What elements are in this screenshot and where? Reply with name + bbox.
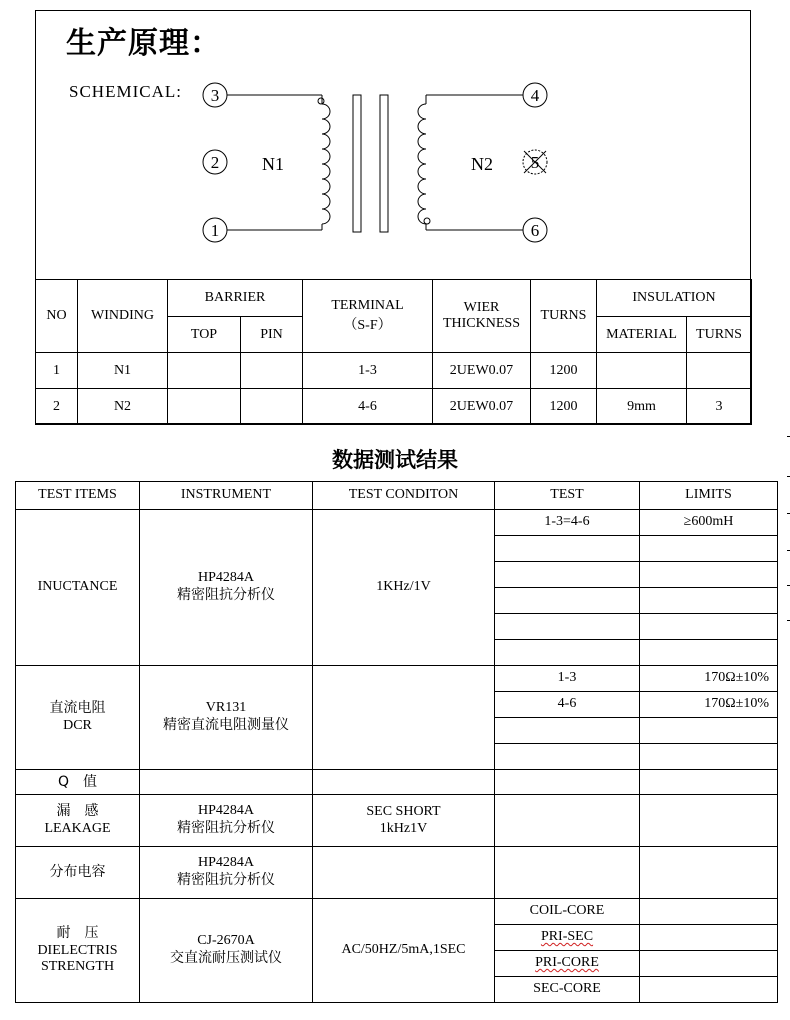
empty-cell — [640, 614, 778, 640]
empty-cell — [313, 847, 495, 899]
empty-cell — [495, 562, 640, 588]
condition-dcr — [313, 666, 495, 770]
cell-ins-turns — [687, 353, 752, 389]
table-row — [16, 795, 778, 847]
empty-cell — [640, 536, 778, 562]
empty-cell — [495, 847, 640, 899]
empty-cell — [640, 718, 778, 744]
empty-cell — [640, 925, 778, 951]
secondary-coil — [418, 104, 426, 224]
empty-cell — [640, 951, 778, 977]
header-top: TOP — [168, 317, 241, 353]
pin-label-6: 6 — [530, 221, 540, 240]
cell-top — [168, 389, 241, 425]
test-pri-sec — [495, 925, 640, 951]
empty-cell — [140, 770, 313, 795]
header-insulation: INSULATION — [597, 280, 752, 317]
empty-cell — [640, 847, 778, 899]
table-row — [16, 847, 778, 899]
empty-cell — [640, 562, 778, 588]
instrument-dielectric — [140, 899, 313, 1003]
test-pri-core-label: PRI-CORE — [535, 955, 599, 971]
empty-cell — [495, 536, 640, 562]
cell-winding: N2 — [78, 389, 168, 425]
header-terminal-label: TERMINAL — [331, 298, 404, 313]
page-title: 生产原理： — [66, 26, 221, 61]
item-dielectric — [16, 899, 140, 1003]
cell-turns: 1200 — [531, 353, 597, 389]
item-leakage-en: LEAKAGE — [44, 821, 111, 836]
test-pri-core — [495, 951, 640, 977]
empty-cell — [495, 588, 640, 614]
header-wire — [433, 280, 531, 353]
cell-ins-turns: 3 — [687, 389, 752, 425]
test-dcr-2: 4-6 — [495, 692, 640, 718]
item-dielectric-en-2: STRENGTH — [40, 959, 115, 975]
condition-leakage-1: SEC SHORT — [366, 803, 441, 819]
primary-winding-label: N1 — [262, 154, 284, 174]
pin-label-3: 3 — [210, 86, 220, 105]
instrument-name: 精密阻抗分析仪 — [177, 872, 275, 888]
condition-dielectric: AC/50HZ/5mA,1SEC — [313, 899, 495, 1003]
header-test-condition: TEST CONDITON — [313, 482, 495, 510]
instrument-model: HP4284A — [197, 803, 254, 819]
empty-cell — [640, 744, 778, 770]
winding-table — [35, 279, 752, 425]
header-barrier: BARRIER — [168, 280, 303, 317]
header-wire-label: WIER — [463, 300, 500, 315]
instrument-model: HP4284A — [197, 855, 254, 871]
instrument-dcr — [140, 666, 313, 770]
empty-cell — [640, 640, 778, 666]
instrument-name: 精密阻抗分析仪 — [177, 820, 275, 836]
secondary-dot — [424, 218, 430, 224]
condition-leakage-2: 1kHz1V — [379, 820, 428, 836]
empty-cell — [640, 770, 778, 795]
instrument-name: 交直流耐压测试仪 — [170, 950, 282, 966]
empty-cell — [313, 770, 495, 795]
cell-no: 2 — [36, 389, 78, 425]
item-dcr-cn: 直流电阻 — [49, 700, 106, 717]
empty-cell — [640, 795, 778, 847]
core-right-bar — [380, 95, 388, 232]
core-left-bar — [353, 95, 361, 232]
instrument-name: 精密直流电阻测量仪 — [163, 717, 289, 733]
table-row — [16, 666, 778, 692]
item-leakage — [16, 795, 140, 847]
pin-label-1: 1 — [210, 221, 220, 240]
header-wire-sub: THICKNESS — [442, 316, 520, 331]
transformer-schematic — [0, 0, 790, 280]
cell-wire: 2UEW0.07 — [433, 389, 531, 425]
test-results-table — [15, 481, 778, 1003]
header-test: TEST — [495, 482, 640, 510]
cell-turns: 1200 — [531, 389, 597, 425]
cell-terminal: 1-3 — [303, 353, 433, 389]
table-row — [36, 389, 752, 425]
cell-pin — [241, 353, 303, 389]
schematic-label: SCHEMICAL: — [69, 82, 182, 101]
instrument-model: VR131 — [205, 700, 247, 716]
cell-no: 1 — [36, 353, 78, 389]
header-test-items: TEST ITEMS — [16, 482, 140, 510]
limit-dcr-1: 170Ω±10% — [640, 666, 778, 692]
pin-label-5: 5 — [530, 153, 540, 172]
test-inductance: 1-3=4-6 — [495, 510, 640, 536]
empty-cell — [495, 770, 640, 795]
test-sec-core: SEC-CORE — [495, 977, 640, 1003]
header-terminal — [303, 280, 433, 353]
item-capacitance: 分布电容 — [16, 847, 140, 899]
item-dcr-en: DCR — [63, 718, 92, 733]
table-row — [16, 899, 778, 925]
condition-inductance: 1KHz/1V — [313, 510, 495, 666]
header-material: MATERIAL — [597, 317, 687, 353]
item-dielectric-en-1: DIELECTRIS — [37, 942, 118, 958]
limit-dcr-2: 170Ω±10% — [640, 692, 778, 718]
cell-wire: 2UEW0.07 — [433, 353, 531, 389]
pin-label-2: 2 — [210, 153, 220, 172]
empty-cell — [495, 614, 640, 640]
test-dcr-1: 1-3 — [495, 666, 640, 692]
item-q-value: Q 值 — [16, 770, 140, 795]
instrument-model: HP4284A — [197, 570, 254, 586]
header-winding: WINDING — [78, 280, 168, 353]
header-terminal-sub: （S-F） — [343, 318, 392, 333]
item-dcr — [16, 666, 140, 770]
table-row — [36, 353, 752, 389]
item-inductance: INUCTANCE — [16, 510, 140, 666]
instrument-capacitance — [140, 847, 313, 899]
cell-winding: N1 — [78, 353, 168, 389]
empty-cell — [495, 795, 640, 847]
empty-cell — [640, 588, 778, 614]
header-ins-turns: TURNS — [687, 317, 752, 353]
table-row — [16, 510, 778, 536]
condition-leakage — [313, 795, 495, 847]
limit-inductance: ≥600mH — [640, 510, 778, 536]
empty-cell — [640, 899, 778, 925]
item-leakage-cn: 漏 感 — [56, 803, 99, 820]
primary-coil — [322, 104, 330, 224]
empty-cell — [495, 640, 640, 666]
header-no: NO — [36, 280, 78, 353]
section-title: 数据测试结果 — [332, 448, 458, 472]
empty-cell — [640, 977, 778, 1003]
instrument-inductance — [140, 510, 313, 666]
item-dielectric-cn: 耐 压 — [56, 924, 99, 941]
instrument-name: 精密阻抗分析仪 — [177, 587, 275, 603]
header-limits: LIMITS — [640, 482, 778, 510]
pin-label-4: 4 — [530, 86, 540, 105]
instrument-leakage — [140, 795, 313, 847]
test-pri-sec-label: PRI-SEC — [540, 929, 594, 945]
header-turns: TURNS — [531, 280, 597, 353]
test-coil-core: COIL-CORE — [495, 899, 640, 925]
instrument-model: CJ-2670A — [197, 933, 255, 949]
cell-material: 9mm — [597, 389, 687, 425]
cell-material — [597, 353, 687, 389]
cell-top — [168, 353, 241, 389]
table-row — [16, 770, 778, 795]
cell-pin — [241, 389, 303, 425]
cell-terminal: 4-6 — [303, 389, 433, 425]
header-pin: PIN — [241, 317, 303, 353]
secondary-winding-label: N2 — [471, 154, 493, 174]
empty-cell — [495, 744, 640, 770]
primary-dot — [318, 98, 324, 104]
empty-cell — [495, 718, 640, 744]
header-instrument: INSTRUMENT — [140, 482, 313, 510]
